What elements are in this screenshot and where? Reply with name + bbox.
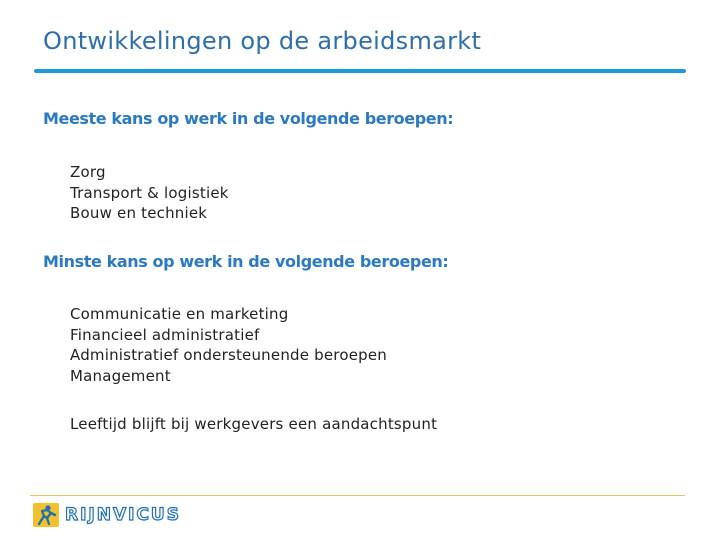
company-logo — [33, 503, 181, 527]
list-least — [70, 304, 387, 386]
age-note: Leeftijd blijft bij werkgevers een aandachtspunt — [70, 415, 438, 433]
section-heading-least: Minste kans op werk in de volgende beroepen: — [43, 252, 449, 271]
slide-title: Ontwikkelingen op de arbeidsmarkt — [43, 27, 482, 55]
logo-wordmark: RIJNVICUS — [65, 505, 181, 525]
list-item: Communicatie en marketing — [70, 305, 289, 323]
section-heading-most: Meeste kans op werk in de volgende beroepen: — [43, 109, 454, 128]
title-underline — [34, 69, 686, 73]
list-item: Bouw en techniek — [70, 204, 208, 222]
list-item: Financieel administratief — [70, 325, 260, 344]
list-item: Transport & logistiek — [70, 183, 229, 202]
list-item: Administratief ondersteunende beroepen — [70, 346, 387, 364]
rijnvicus-logo-icon — [33, 503, 59, 527]
list-most — [70, 162, 229, 224]
list-item: Management — [70, 366, 171, 385]
list-item: Zorg — [70, 163, 106, 181]
footer-divider — [30, 495, 685, 496]
